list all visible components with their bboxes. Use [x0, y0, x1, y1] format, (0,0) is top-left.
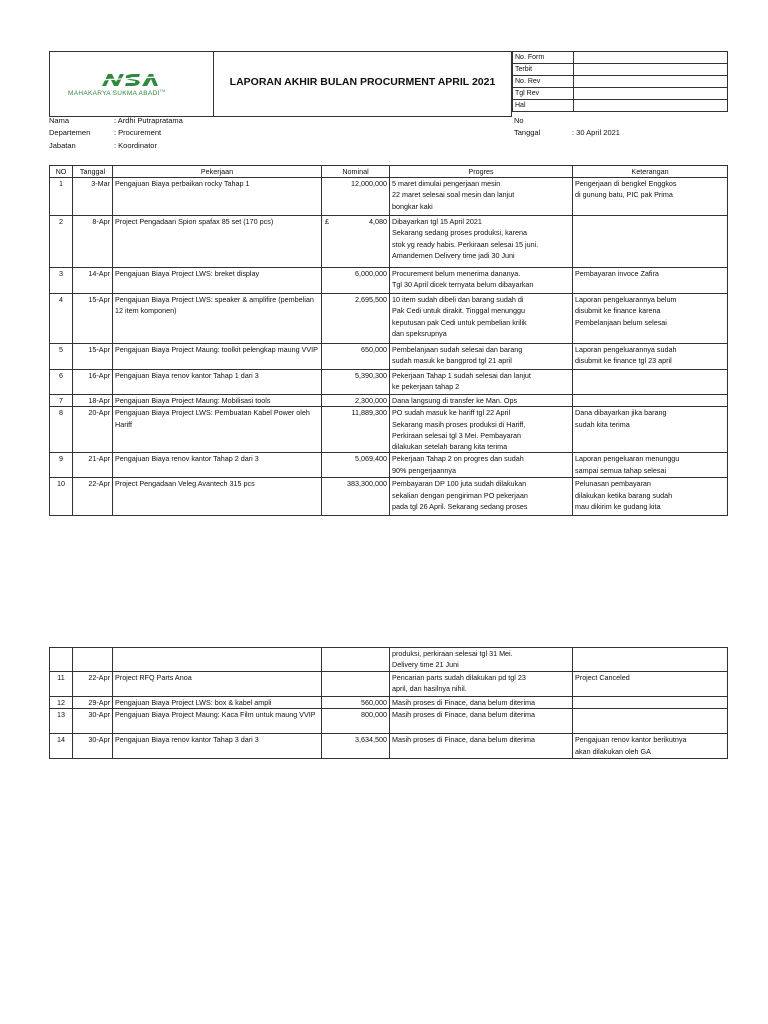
form-field-row: [513, 76, 728, 88]
table-row: [50, 453, 728, 478]
progres-line: Sekarang sedang proses produksi, karena: [392, 228, 528, 238]
row-tanggal: 18-Apr: [73, 395, 113, 407]
form-field-value: [574, 76, 728, 88]
row-keterangan: [573, 709, 728, 734]
progres-line: sudah masuk ke bangprod tgl 21 april: [392, 356, 512, 366]
progres-line: 10 item sudah dibeli dan barang sudah di: [392, 295, 524, 304]
row-keterangan: [573, 407, 728, 453]
row-pekerjaan: Pengajuan Biaya Project LWS: box & kabel ampli: [113, 697, 322, 709]
progres-line: Pekerjaan Tahap 2 on progres dan sudah: [392, 454, 524, 464]
row-pekerjaan: Pengajuan Biaya Project LWS: Pembuatan Kabel Power oleh Hariff: [113, 407, 322, 453]
title-box: [213, 51, 512, 117]
row-no: 2: [50, 216, 73, 268]
row-nominal: [322, 294, 390, 344]
progres-line: ke pekerjaan tahap 2: [392, 382, 460, 392]
progres-line: Dana langsung di transfer ke Man. Ops: [392, 396, 518, 405]
keterangan-line: sudah kita terima: [575, 419, 630, 429]
row-pekerjaan: Pengajuan Biaya renov kantor Tahap 1 dari 3: [113, 370, 322, 395]
progres-line: april, dan hasilnya nihil.: [392, 684, 467, 694]
row-nominal: [322, 395, 390, 407]
nominal-value: 5,390,300: [355, 371, 387, 380]
form-field-label: Hal: [513, 100, 574, 112]
row-progres: [390, 407, 573, 453]
keterangan-line: Pengerjaan di bengkel Enggkos: [575, 179, 677, 188]
row-pekerjaan: Project Pengadaan Spion spafax 85 set (170 pcs): [113, 216, 322, 268]
form-meta-table: [512, 51, 728, 112]
row-keterangan: [573, 370, 728, 395]
row-tanggal: 15-Apr: [73, 294, 113, 344]
progres-line: pada tgl 26 April. Sekarang sedang proses: [392, 502, 528, 512]
progres-line: 22 maret selesai soal mesin dan lanjut: [392, 190, 515, 200]
form-field-label: No. Form: [513, 52, 574, 64]
keterangan-line: Project Canceled: [575, 673, 630, 682]
row-tanggal: 20-Apr: [73, 407, 113, 453]
nominal-value: 2,695,500: [355, 295, 387, 304]
row-progres: [390, 734, 573, 759]
table-row: [50, 672, 728, 697]
procurement-table: [49, 165, 728, 516]
keterangan-line: di gunung batu, PIC pak Prima: [575, 190, 673, 200]
row-progres: [390, 294, 573, 344]
row-no: 14: [50, 734, 73, 759]
logo-box: [49, 51, 214, 117]
row-tanggal: 30-Apr: [73, 709, 113, 734]
col-header-nominal: Nominal: [322, 166, 390, 178]
row-no: 8: [50, 407, 73, 453]
jabatan-label: Jabatan: [49, 141, 76, 150]
row-nominal: 3,634,500: [322, 734, 390, 759]
keterangan-line: Pelunasan pembayaran: [575, 479, 651, 489]
row-no: 1: [50, 178, 73, 216]
row-keterangan: [573, 478, 728, 516]
row-pekerjaan: Pengajuan Biaya perbaikan rocky Tahap 1: [113, 178, 322, 216]
row-no: 13: [50, 709, 73, 734]
row-progres: [390, 178, 573, 216]
row-nominal: [322, 478, 390, 516]
progres-line: Masih proses di Finace, dana belum diterima: [392, 698, 536, 707]
nominal-value: 650,000: [361, 345, 387, 354]
nama-value: : Ardhi Putrapratama: [114, 116, 183, 125]
row-tanggal: 15-Apr: [73, 344, 113, 370]
row-nominal: [322, 672, 390, 697]
row-no: 4: [50, 294, 73, 344]
row-no: 11: [50, 672, 73, 697]
progres-line: Dibayarkan tgl 15 April 2021: [392, 217, 482, 226]
table-row: [50, 216, 728, 268]
form-field-row: [513, 88, 728, 100]
row-tanggal: 21-Apr: [73, 453, 113, 478]
continuation-progres: [390, 648, 573, 672]
table-row: [50, 178, 728, 216]
departemen-value: : Procurement: [114, 128, 162, 137]
row-no: 5: [50, 344, 73, 370]
progres-line: PO sudah masuk ke hariff tgl 22 April: [392, 408, 511, 418]
keterangan-line: sampai semua tahap selesai: [575, 465, 667, 475]
row-no: 7: [50, 395, 73, 407]
row-tanggal: 8-Apr: [73, 216, 113, 268]
nominal-value: 383,300,000: [347, 479, 387, 489]
nominal-value: 4,080: [369, 217, 387, 226]
row-pekerjaan: Project Pengadaan Veleg Avantech 315 pcs: [113, 478, 322, 516]
form-field-label: Terbit: [513, 64, 574, 76]
row-nominal: [322, 216, 390, 268]
progres-line: Perkiraan selesai tgl 3 Mei. Pembayaran: [392, 430, 522, 440]
nsa-logo-icon: [100, 72, 160, 88]
keterangan-line: akan dilakukan oleh GA: [575, 746, 651, 756]
table-row: [50, 395, 728, 407]
table-header-row: [50, 166, 728, 178]
progres-line: 5 maret dimulai pengerjaan mesin: [392, 179, 501, 188]
col-header-keterangan: Keterangan: [573, 166, 728, 178]
progres-line: Pencarian parts sudah dilakukan pd tgl 23: [392, 673, 526, 682]
row-nominal: [322, 268, 390, 294]
form-field-value: [574, 100, 728, 112]
table-row: [50, 294, 728, 344]
row-pekerjaan: Pengajuan Biaya Project Maung: Mobilisasi tools: [113, 395, 322, 407]
row-progres: [390, 478, 573, 516]
progres-line: 90% pengerjaannya: [392, 465, 456, 475]
currency-symbol: £: [325, 217, 329, 226]
row-pekerjaan: Pengajuan Biaya renov kantor Tahap 2 dari 3: [113, 453, 322, 478]
form-field-value: [574, 88, 728, 100]
row-pekerjaan: Project RFQ Parts Anoa: [113, 672, 322, 697]
row-keterangan: [573, 268, 728, 294]
progres-line: Masih proses di Finace, dana belum diterima: [392, 710, 536, 720]
row-nominal: [322, 407, 390, 453]
row-progres: [390, 370, 573, 395]
row-keterangan: [573, 453, 728, 478]
keterangan-line: disubmit ke finance tgl 23 april: [575, 356, 672, 366]
row-progres: [390, 709, 573, 734]
row-keterangan: [573, 697, 728, 709]
row-progres: [390, 216, 573, 268]
row-progres: [390, 672, 573, 697]
row-no: 9: [50, 453, 73, 478]
keterangan-line: Laporan pengeluarannya sudah: [575, 345, 677, 354]
row-nominal: [322, 370, 390, 395]
progres-line: Pembelanjaan sudah selesai dan barang: [392, 345, 523, 354]
form-field-row: [513, 52, 728, 64]
company-name: MAHAKARYA SUKMA ABADI™: [68, 89, 166, 98]
tanggal-label: Tanggal: [514, 128, 541, 137]
row-keterangan: [573, 734, 728, 759]
progres-line: bongkar kaki: [392, 201, 433, 211]
keterangan-line: Laporan pengeluaran menunggu: [575, 454, 680, 464]
progres-line: Delivery time 21 Juni: [392, 660, 459, 670]
progres-line: dilakukan setelah barang kita terima: [392, 442, 508, 452]
progres-line: Masih proses di Finace, dana belum diterima: [392, 735, 536, 745]
keterangan-line: Laporan pengeluarannya belum: [575, 295, 677, 304]
form-field-value: [574, 64, 728, 76]
form-field-label: No. Rev: [513, 76, 574, 88]
nominal-value: 11,889,300: [351, 408, 387, 418]
no-label: No: [514, 116, 524, 125]
jabatan-value: : Koordinator: [114, 141, 157, 150]
progres-line: Procurement belum menerima dananya.: [392, 269, 521, 278]
form-field-value: [574, 52, 728, 64]
row-nominal: [322, 178, 390, 216]
table-row: [50, 268, 728, 294]
table-row: [50, 478, 728, 516]
progres-line: Tgl 30 April dicek ternyata belum dibayarkan: [392, 280, 534, 290]
row-pekerjaan: Pengajuan Biaya Project LWS: speaker & amplifire (pembelian 12 item komponen): [113, 294, 322, 344]
row-keterangan: [573, 395, 728, 407]
row-no: 3: [50, 268, 73, 294]
row-tanggal: 16-Apr: [73, 370, 113, 395]
progres-line: Pak Cedi untuk dirakit. Tinggal menunggu: [392, 306, 526, 316]
nominal-value: 5,069,400: [355, 454, 387, 464]
keterangan-line: Pembelanjaan belum selesai: [575, 317, 667, 327]
procurement-table-continued: [49, 647, 728, 759]
col-header-tanggal: Tanggal: [73, 166, 113, 178]
row-tanggal: 22-Apr: [73, 478, 113, 516]
form-field-row: [513, 64, 728, 76]
nominal-value: 2,300,000: [355, 396, 387, 405]
row-tanggal: 3-Mar: [73, 178, 113, 216]
row-keterangan: [573, 344, 728, 370]
row-pekerjaan: Pengajuan Biaya Project LWS: breket display: [113, 268, 322, 294]
company-logo: [68, 72, 208, 97]
row-progres: [390, 395, 573, 407]
progres-line: Sekarang masih proses produksi di Hariff,: [392, 419, 526, 429]
progres-line: dan speksrupnya: [392, 328, 447, 338]
table-row: [50, 697, 728, 709]
tanggal-value: : 30 April 2021: [572, 128, 620, 137]
table-row: [50, 709, 728, 734]
row-progres: [390, 344, 573, 370]
table-row: [50, 370, 728, 395]
row-pekerjaan: Pengajuan Biaya Project Maung: toolkit pelengkap maung VVIP: [113, 344, 322, 370]
row-keterangan: [573, 216, 728, 268]
keterangan-line: disubmit ke finance karena: [575, 306, 661, 316]
col-header-pekerjaan: Pekerjaan: [113, 166, 322, 178]
row-keterangan: [573, 178, 728, 216]
row-tanggal: 22-Apr: [73, 672, 113, 697]
nama-label: Nama: [49, 116, 70, 125]
progres-line: keputusan pak Cedi untuk pembelian krilik: [392, 317, 527, 327]
form-field-row: [513, 100, 728, 112]
row-tanggal: 30-Apr: [73, 734, 113, 759]
row-no: 10: [50, 478, 73, 516]
progres-line: stok yg ready habis. Perkiraan selesai 15 juni.: [392, 239, 539, 249]
row-progres: [390, 453, 573, 478]
row-nominal: [322, 344, 390, 370]
keterangan-line: Dana dibayarkan jika barang: [575, 408, 667, 418]
row-pekerjaan: Pengajuan Biaya Project Maung: Kaca Film untuk maung VVIP: [113, 709, 322, 734]
keterangan-line: Pembayaran invoce Zafira: [575, 269, 659, 278]
row-progres: [390, 268, 573, 294]
departemen-label: Departemen: [49, 128, 91, 137]
row-nominal: 800,000: [322, 709, 390, 734]
table-row: [50, 734, 728, 759]
table-row: [50, 344, 728, 370]
table-row: [50, 407, 728, 453]
row-nominal: [322, 453, 390, 478]
row-progres: [390, 697, 573, 709]
keterangan-line: dilakukan ketika barang sudah: [575, 490, 673, 500]
progres-line: Pembayaran DP 100 juta sudah dilakukan: [392, 479, 527, 489]
progres-line: produksi, perkiraan selesai tgl 31 Mei.: [392, 649, 513, 658]
row-nominal: 560,000: [322, 697, 390, 709]
col-header-no: NO: [50, 166, 73, 178]
col-header-progres: Progres: [390, 166, 573, 178]
nominal-value: 6,000,000: [355, 269, 387, 278]
nominal-value: 12,000,000: [351, 179, 387, 188]
row-tanggal: 14-Apr: [73, 268, 113, 294]
continuation-row: [50, 648, 728, 672]
report-title: LAPORAN AKHIR BULAN PROCURMENT APRIL 2021: [229, 76, 496, 88]
row-pekerjaan: Pengajuan Biaya renov kantor Tahap 3 dari 3: [113, 734, 322, 759]
keterangan-line: mau dikirim ke gudang kita: [575, 502, 661, 512]
row-tanggal: 29-Apr: [73, 697, 113, 709]
keterangan-line: Pengajuan renov kantor berikutnya: [575, 735, 687, 745]
row-keterangan: [573, 294, 728, 344]
progres-line: Pekerjaan Tahap 1 sudah selesai dan lanjut: [392, 371, 531, 380]
row-no: 12: [50, 697, 73, 709]
progres-line: sekalian dengan pengiriman PO pekerjaan: [392, 490, 528, 500]
row-keterangan: [573, 672, 728, 697]
progres-line: Amandemen Delivery time jadi 30 Juni: [392, 250, 515, 260]
form-field-label: Tgl Rev: [513, 88, 574, 100]
row-no: 6: [50, 370, 73, 395]
